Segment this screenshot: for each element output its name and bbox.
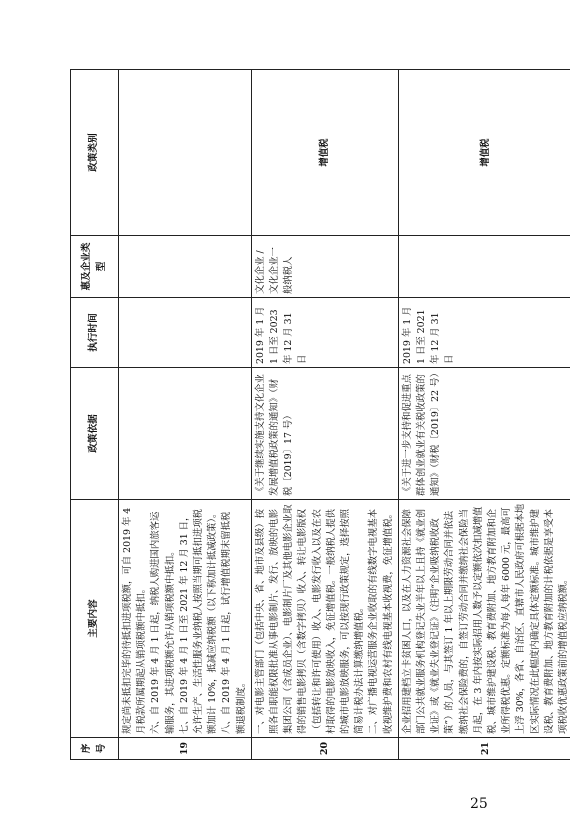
header-period: 执行时间 (71, 298, 119, 368)
row-content (398, 500, 570, 738)
row-enterprise (119, 236, 252, 298)
row-number: 19 (119, 738, 252, 760)
row-number: 20 (251, 738, 398, 760)
content-paragraph: 六、自 2019 年 4 月 1 日起，纳税人购进国内旅客运输服务，其进项税额允许从销项税额中抵扣。 (150, 511, 176, 734)
row-enterprise (398, 236, 570, 298)
header-enterprise: 惠及企业类型 (71, 236, 119, 298)
content-paragraph: 二、对广播电视运营服务企业收取的有线数字电视基本收视维护费和农村有线电视基本收视费，免征增值税。 (368, 508, 394, 734)
header-basis: 政策依据 (71, 368, 119, 500)
header-no: 序号 (71, 738, 119, 760)
row-period: 2019 年 1 月 1 日至 2021 年 12 月 31 日 (398, 298, 570, 368)
row-basis (119, 368, 252, 500)
row-tax-type (119, 70, 252, 236)
row-period (119, 298, 252, 368)
table-row (119, 70, 252, 760)
page-number: 25 (470, 796, 488, 812)
content-paragraph: 七、自 2019 年 4 月 1 日至 2021 年 12 月 31 日，允许生产、生活性服务业纳税人按照当期可抵扣进项税额加计 10%，抵减应纳税额（以下称加计抵减政策）。 (178, 508, 219, 734)
row-basis: 《关于进一步支持和促进重点群体创业就业有关税收政策的通知》（财税〔2019〕22 号） (398, 368, 570, 500)
table-header-row (71, 70, 119, 760)
row-enterprise: 文化企业 / 文化企业一般纳税人 (251, 236, 398, 298)
content-paragraph: 一、对电影主管部门（包括中央、省、地市及县级）按照各自职能权限批准从事电影制片、发行、放映的电影集团公司（含成员企业）、电影制片厂及其他电影企业取得的销售电影拷贝（含数字拷贝）收入、转让电影版权（包括转让和许可使用）收入、电影发行收入以及在农村取得的电影放映收入，免征增值税。一般纳税人提供的城市电影放映服务，可以按现行政策规定，选择按照简易计税办法计算缴纳增值税。 (254, 504, 366, 734)
row-tax-type: 增值税 (251, 70, 398, 236)
content-paragraph: 八、自 2019 年 4 月 1 日起，试行增值税期末留抵税额退税制度。 (221, 511, 247, 734)
table-row (398, 70, 570, 760)
row-basis: 《关于继续实施支持文化企业发展增值税政策的通知》（财税〔2019〕17 号） (251, 368, 398, 500)
row-tax-type: 增值税 (398, 70, 570, 236)
row-period: 2019 年 1 月 1 日至 2023 年 12 月 31 日 (251, 298, 398, 368)
rotated-table-container (70, 70, 570, 760)
content-paragraph: 企业招用建档立卡贫困人口，以及在人力资源社会保障部门公共就业服务机构登记失业半年以上且持《就业创业证》或《就业失业登记证》（注明“企业吸纳税收政策”）的人员，与其签订 1 年以上期限劳动合同并依法缴纳社会保险费的，自签订劳动合同并缴纳社会保险当月起，在 3 年内按实际招用人数予以定额依次扣减增值税、城市维护建设税、教育费附加、地方教育附加和企业所得税优惠。定额标准为每人每年 6000 元，最高可上浮 30%，各省、自治区、直辖市人民政府可根据本地区实际情况在此幅度内确定具体定额标准。城市维护建设税、教育费附加、地方教育附加的计税依据是享受本项税收优惠政策前的增值税应纳税额。 (401, 503, 570, 734)
table-row (251, 70, 398, 760)
header-tax-type: 政策类别 (71, 70, 119, 236)
row-content (251, 500, 398, 738)
policy-table (70, 69, 570, 760)
header-content: 主要内容 (71, 500, 119, 738)
row-content (119, 500, 252, 738)
row-number: 21 (398, 738, 570, 760)
content-paragraph: 规定尚未抵扣完毕的待抵扣进项税额，可自 2019 年 4 月税款所属期起从销项税额中抵扣。 (122, 507, 148, 734)
